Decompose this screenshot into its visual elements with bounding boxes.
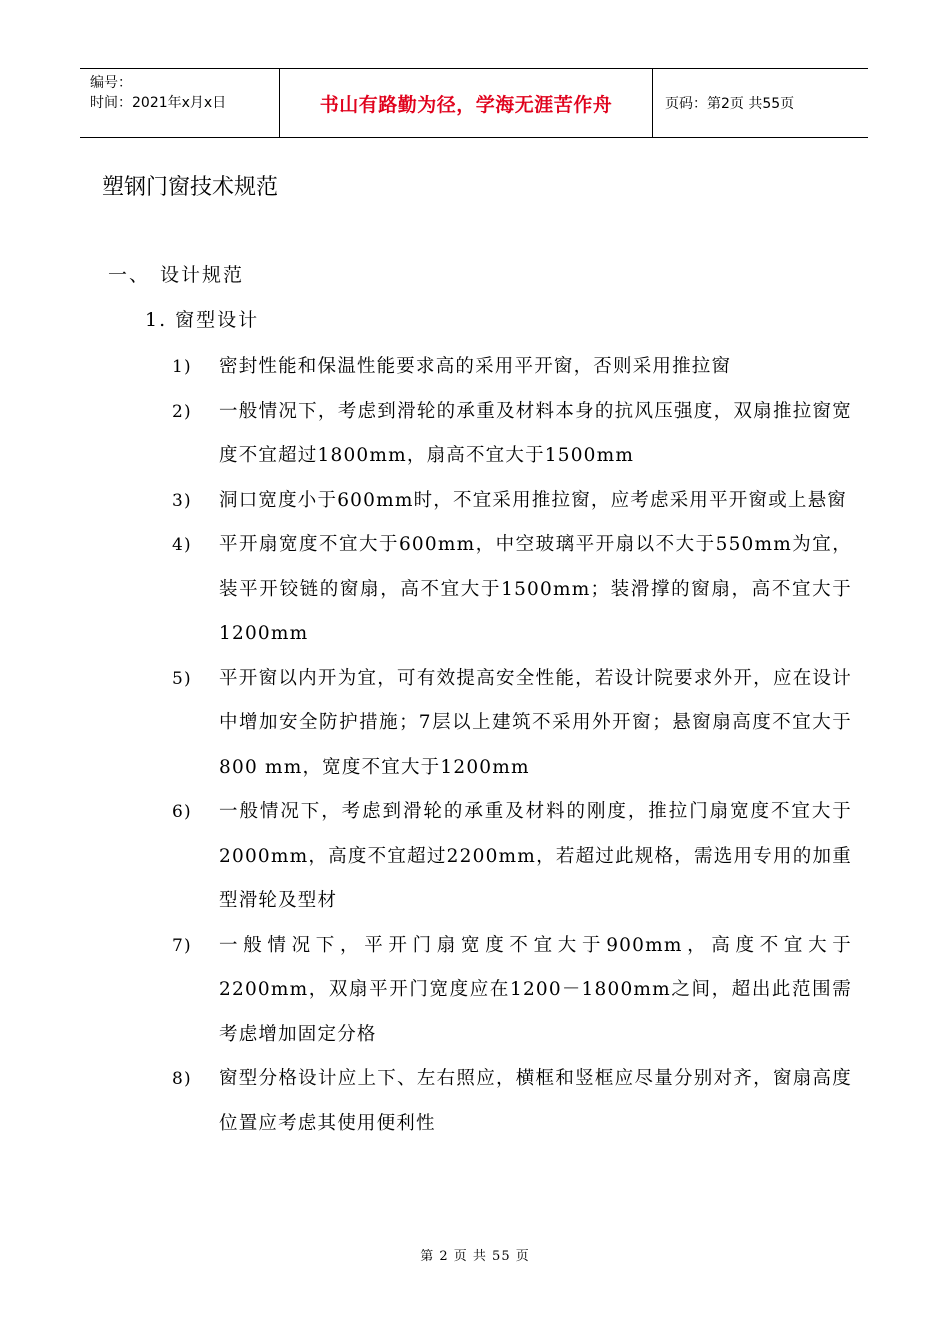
list-item xyxy=(172,657,852,791)
list-item-text: 平开窗以内开为宜，可有效提高安全性能，若设计院要求外开，应在设计中增加安全防护措施；7层以上建筑不采用外开窗；悬窗扇高度不宜大于800 mm，宽度不宜大于1200mm xyxy=(219,667,852,778)
list-item-number: 7) xyxy=(172,935,192,956)
section-label: 设计规范 xyxy=(160,264,245,286)
list-item xyxy=(172,924,852,1058)
list-item-number: 4) xyxy=(172,535,192,555)
list-item-number: 2) xyxy=(172,401,192,422)
list-item xyxy=(172,390,852,479)
list-item-text: 平开扇宽度不宜大于600mm，中空玻璃平开扇以不大于550mm为宜，装平开铰链的窗扇，高不宜大于1500mm；装滑撑的窗扇，高不宜大于1200mm xyxy=(219,534,852,644)
list-item-text: 洞口宽度小于600mm时，不宜采用推拉窗，应考虑采用平开窗或上悬窗 xyxy=(219,489,847,511)
section-number: 一、 xyxy=(108,264,151,286)
list-item xyxy=(172,345,852,390)
header-motto: 书山有路勤为径，学海无涯苦作舟 xyxy=(280,69,653,137)
list-item-number: 5) xyxy=(172,668,192,689)
list-item-number: 3) xyxy=(172,490,192,511)
list-item-text: 一般情况下，平开门扇宽度不宜大于900mm，高度不宜大于2200mm，双扇平开门宽度应在1200－1800mm之间，超出此范围需考虑增加固定分格 xyxy=(219,934,852,1045)
section-heading xyxy=(108,260,244,287)
list-item xyxy=(172,1057,852,1146)
document-time-label: 时间：2021年x月x日 xyxy=(90,95,227,111)
list-item-number: 1) xyxy=(172,357,192,377)
document-code-label: 编号： xyxy=(90,75,132,91)
header-page-info: 页码：第2页 共55页 xyxy=(665,96,795,112)
list-item-text: 一般情况下，考虑到滑轮的承重及材料本身的抗风压强度，双扇推拉窗宽度不宜超过1800mm，扇高不宜大于1500mm xyxy=(219,400,852,466)
header-meta xyxy=(80,69,280,137)
document-title: 塑钢门窗技术规范 xyxy=(102,175,279,200)
list-item-text: 窗型分格设计应上下、左右照应，横框和竖框应尽量分别对齐，窗扇高度位置应考虑其使用便利性 xyxy=(219,1068,852,1134)
requirement-list xyxy=(172,345,852,1146)
list-item-text: 一般情况下，考虑到滑轮的承重及材料的刚度，推拉门扇宽度不宜大于2000mm，高度不宜超过2200mm，若超过此规格，需选用专用的加重型滑轮及型材 xyxy=(219,801,852,911)
list-item-number: 6) xyxy=(172,802,192,822)
list-item-text: 密封性能和保温性能要求高的采用平开窗，否则采用推拉窗 xyxy=(219,356,732,377)
list-item-number: 8) xyxy=(172,1069,192,1089)
page-header xyxy=(80,68,868,138)
page-footer: 第 2 页 共 55 页 xyxy=(420,1249,530,1264)
subsection-heading: 1. 窗型设计 xyxy=(145,309,260,331)
list-item xyxy=(172,479,852,524)
list-item xyxy=(172,523,852,657)
list-item xyxy=(172,790,852,924)
